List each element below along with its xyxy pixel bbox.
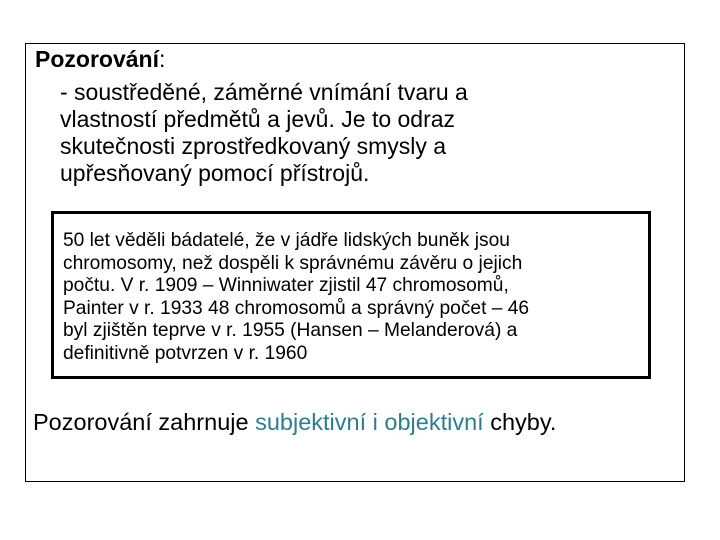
history-line: Painter v r. 1933 48 chromosomů a správný počet – 46 bbox=[63, 297, 530, 319]
heading-colon: : bbox=[158, 46, 166, 72]
history-textbox bbox=[51, 211, 651, 379]
definition-line: - soustředěné, záměrné vnímání tvaru a bbox=[60, 79, 468, 105]
summary-sentence bbox=[33, 408, 556, 436]
summary-highlight: subjektivní i objektivní bbox=[255, 409, 484, 435]
history-line: 50 let věděli bádatelé, že v jádře lidských buněk jsou bbox=[63, 230, 510, 251]
history-line: chromosomy, než dospěli k správnému závěru o jejich bbox=[63, 252, 523, 274]
history-line: byl zjištěn teprve v r. 1955 (Hansen – Melanderová) a bbox=[63, 320, 518, 342]
summary-suffix: chyby. bbox=[483, 409, 557, 435]
definition-line: vlastností předmětů a jevů. Je to odraz bbox=[60, 106, 456, 132]
definition-line: skutečnosti zprostředkovaný smysly a bbox=[60, 133, 447, 159]
history-line: definitivně potvrzen v r. 1960 bbox=[63, 342, 308, 364]
summary-prefix: Pozorování zahrnuje bbox=[33, 409, 256, 435]
heading-term: Pozorování bbox=[35, 46, 159, 72]
history-line: počtu. V r. 1909 – Winniwater zjistil 47 chromosomů, bbox=[63, 275, 509, 297]
slide-heading bbox=[35, 45, 165, 73]
definition-paragraph bbox=[60, 79, 620, 187]
definition-line: upřesňovaný pomocí přístrojů. bbox=[60, 160, 370, 186]
